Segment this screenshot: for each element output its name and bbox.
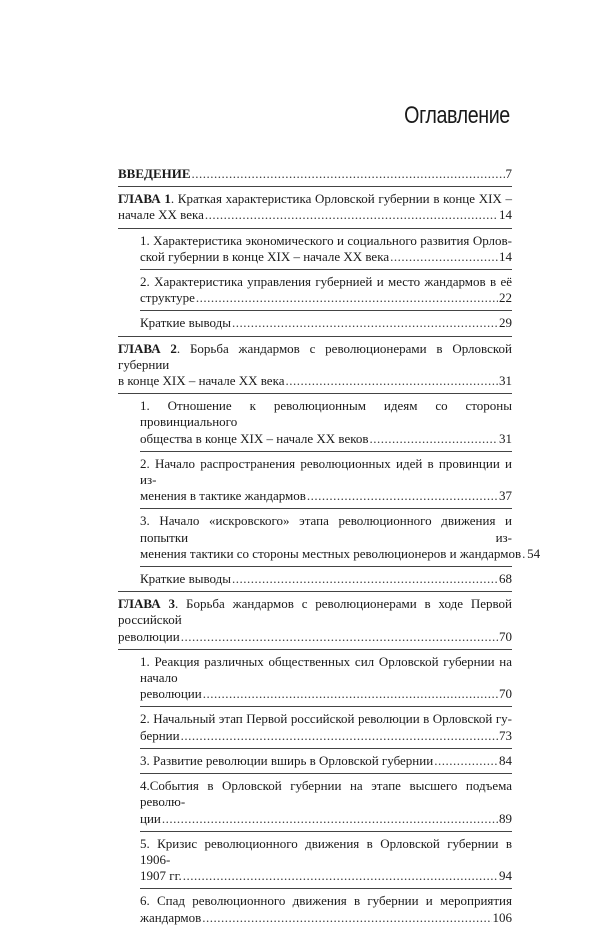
dot-leader: [370, 431, 498, 447]
toc-entry[interactable]: [118, 753, 512, 769]
divider: [140, 888, 512, 889]
toc-page-number: 89: [499, 810, 512, 826]
page-title: Оглавление: [404, 102, 510, 129]
toc-entry-text: 1. Реакция различных общественных сил Орловской губернии на начало: [140, 653, 512, 686]
divider: [118, 336, 512, 337]
dot-leader: [232, 571, 498, 587]
toc-entry-line: [140, 910, 512, 926]
toc-entry-line: [140, 571, 512, 587]
toc-entry-text: ции: [140, 810, 161, 826]
toc-entry-line: [140, 893, 512, 909]
toc-entry-text: 2. Характеристика управления губернией и место жандармов в её: [140, 274, 512, 290]
dot-leader: [183, 868, 498, 884]
toc-entry-text: 4.События в Орловской губернии на этапе высшего подъема револю-: [140, 778, 512, 810]
divider: [140, 748, 512, 749]
toc-entry-line: [140, 290, 512, 306]
toc-entry-text: ГЛАВА 2. Борьба жандармов с революционерами в Орловской губернии: [118, 340, 512, 372]
toc-page-number: 29: [499, 315, 512, 331]
toc-entry-line: [140, 431, 512, 447]
toc-entry-line: [140, 811, 512, 827]
toc-entry-text: менения тактики со стороны местных революционеров и жандармов: [140, 545, 522, 561]
toc-entry[interactable]: [118, 571, 512, 587]
dot-leader: [202, 910, 491, 926]
toc-entry-text: ВВЕДЕНИЕ: [118, 166, 191, 181]
toc-entry-line: [140, 711, 512, 727]
divider: [140, 451, 512, 452]
toc-entry-text: бернии: [140, 727, 180, 743]
toc-entry-text: революции: [140, 686, 202, 702]
divider: [118, 591, 512, 592]
toc-entry-line: [140, 836, 512, 868]
toc-entry-text: общества в конце XIX – начале XX веков: [140, 430, 369, 446]
toc-entry-line: [118, 341, 512, 373]
toc-entry-line: [140, 488, 512, 504]
toc-page-number: 14: [499, 248, 512, 264]
toc-page-number: 31: [499, 373, 512, 389]
dot-leader: [181, 728, 498, 744]
toc-entry-line: [118, 373, 512, 389]
toc-entry-line: [118, 191, 512, 207]
toc-entry-text: начале XX века: [118, 207, 204, 223]
toc-entry-text: Краткие выводы: [140, 315, 231, 331]
toc-entry-line: [118, 629, 512, 645]
toc-entry-line: [140, 249, 512, 265]
dot-leader: [522, 546, 526, 562]
toc-page-number: 94: [499, 868, 512, 884]
toc-entry-line: [140, 654, 512, 686]
divider: [140, 508, 512, 509]
toc-page-number: 106: [492, 909, 512, 925]
table-of-contents: [118, 166, 541, 930]
toc-page-number: 84: [499, 752, 512, 768]
toc-entry-text: 6. Спад революционного движения в губернии и мероприятия: [140, 893, 512, 909]
toc-entry-text: 1. Отношение к революционным идеям со стороны провинциального: [140, 398, 512, 430]
divider: [118, 186, 512, 187]
divider: [140, 310, 512, 311]
divider: [140, 773, 512, 774]
toc-entry-text: Краткие выводы: [140, 571, 231, 587]
toc-entry-line: [140, 274, 512, 290]
toc-entry-text: 2. Начало распространения революционных идей в провинции и из-: [140, 455, 512, 488]
divider: [118, 228, 512, 229]
dot-leader: [192, 166, 505, 182]
toc-entry-line: [140, 545, 541, 562]
toc-page-number: 70: [499, 686, 512, 702]
toc-entry-line: [118, 596, 512, 628]
toc-entry-line: [140, 513, 512, 545]
dot-leader: [307, 488, 498, 504]
toc-entry-line: [140, 868, 512, 884]
toc-entry-text: 2. Начальный этап Первой российской революции в Орловской гу-: [140, 711, 512, 727]
toc-entry-text: 5. Кризис революционного движения в Орловской губернии в 1906-: [140, 835, 512, 867]
toc-page-number: 22: [499, 290, 512, 306]
toc-entry-text: жандармов: [140, 909, 202, 925]
toc-entry-text: ской губернии в конце XIX – начале XX века: [140, 248, 390, 264]
toc-entry-text: менения в тактике жандармов: [140, 488, 306, 504]
toc-entry-text: 3. Развитие революции вширь в Орловской губернии: [140, 752, 434, 768]
toc-page-number: 37: [499, 488, 512, 504]
divider: [140, 566, 512, 567]
dot-leader: [162, 811, 498, 827]
toc-entry[interactable]: [118, 456, 512, 505]
toc-entry-line: [140, 686, 512, 702]
toc-entry[interactable]: [118, 233, 512, 265]
toc-entry-line: [140, 456, 512, 488]
toc-entry-line: [140, 398, 512, 430]
toc-entry-text: ГЛАВА 1. Краткая характеристика Орловской губернии в конце XIX –: [118, 191, 512, 207]
toc-entry[interactable]: [118, 315, 512, 331]
dot-leader: [232, 315, 498, 331]
toc-page-number: 7: [505, 166, 512, 181]
toc-entry-text: в конце XIX – начале XX века: [118, 373, 285, 389]
toc-entry[interactable]: [118, 191, 512, 223]
divider: [118, 649, 512, 650]
toc-entry[interactable]: [118, 274, 512, 306]
toc-entry-text: ГЛАВА 3. Борьба жандармов с революционерами в ходе Первой российской: [118, 596, 512, 628]
toc-entry[interactable]: [118, 711, 512, 743]
dot-leader: [205, 207, 498, 223]
dot-leader: [181, 629, 498, 645]
toc-entry-text: 1907 гг.: [140, 868, 182, 884]
toc-entry-line: [140, 728, 512, 744]
toc-entry-line: [140, 315, 512, 331]
dot-leader: [203, 686, 498, 702]
dot-leader: [390, 249, 498, 265]
toc-entry[interactable]: [118, 166, 512, 182]
toc-entry[interactable]: [118, 513, 541, 562]
toc-page-number: 68: [499, 571, 512, 587]
toc-entry[interactable]: [118, 398, 512, 447]
toc-entry-text: 3. Начало «искровского» этапа революционного движения и попытки из-: [140, 513, 512, 545]
toc-entry-text: структуре: [140, 290, 195, 306]
toc-page-number: 54: [527, 545, 541, 561]
toc-page-number: 31: [499, 430, 512, 446]
toc-entry[interactable]: [118, 836, 512, 885]
divider: [140, 831, 512, 832]
toc-page-number: 73: [499, 727, 512, 743]
toc-entry-line: [140, 778, 512, 810]
toc-entry-text: 1. Характеристика экономического и социального развития Орлов-: [140, 232, 512, 248]
toc-entry-line: [140, 753, 512, 769]
toc-entry-line: [118, 207, 512, 223]
toc-page-number: 70: [499, 628, 512, 644]
toc-entry-line: [118, 166, 512, 182]
toc-page-number: 14: [499, 207, 512, 223]
toc-entry[interactable]: [118, 893, 512, 925]
dot-leader: [285, 373, 498, 389]
toc-entry[interactable]: [118, 778, 512, 827]
divider: [118, 393, 512, 394]
toc-entry[interactable]: [118, 341, 512, 390]
divider: [140, 706, 512, 707]
toc-entry-text: революции: [118, 628, 180, 644]
toc-entry[interactable]: [118, 654, 512, 703]
divider: [140, 269, 512, 270]
dot-leader: [196, 290, 498, 306]
dot-leader: [434, 753, 498, 769]
toc-entry-line: [140, 233, 512, 249]
toc-entry[interactable]: [118, 596, 512, 645]
